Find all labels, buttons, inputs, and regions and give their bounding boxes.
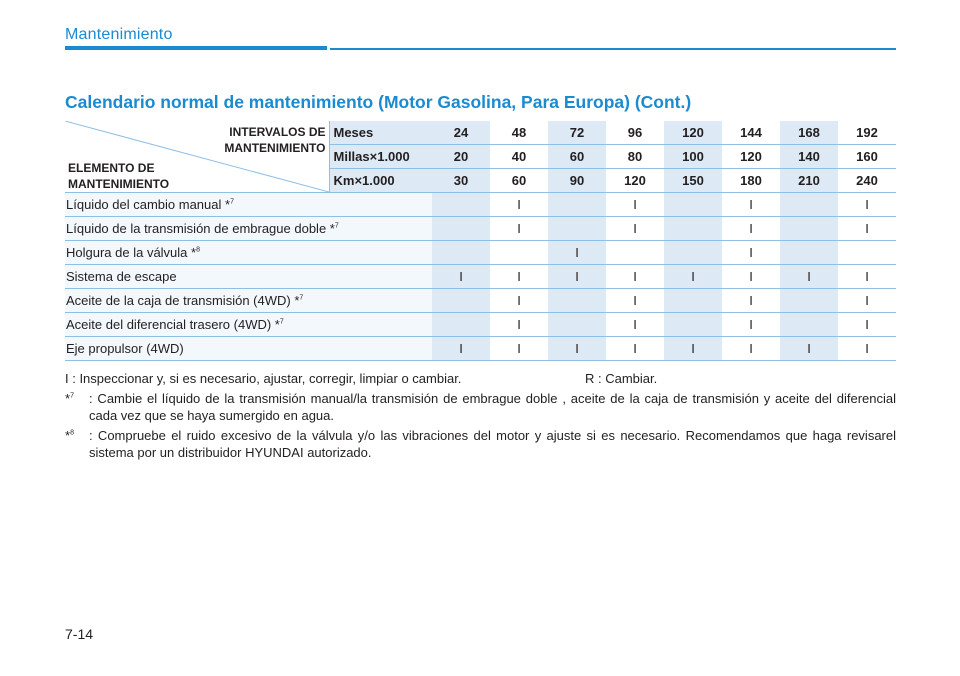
interval-value: 100 [664, 145, 722, 169]
footnote-mark: *$^7$ [65, 391, 74, 406]
schedule-cell [664, 289, 722, 313]
table-row [65, 241, 896, 265]
legend-inspect: I : Inspeccionar y, si es necesario, ajustar, corregir, limpiar o cambiar. [65, 371, 462, 386]
interval-value: 20 [432, 145, 490, 169]
interval-value: 60 [490, 169, 548, 193]
interval-value: 90 [548, 169, 606, 193]
schedule-cell: I [722, 337, 780, 361]
interval-value: 48 [490, 121, 548, 145]
schedule-cell [548, 193, 606, 217]
schedule-cell: I [838, 313, 896, 337]
schedule-cell: I [606, 289, 664, 313]
interval-value: 150 [664, 169, 722, 193]
interval-value: 120 [664, 121, 722, 145]
interval-header-row [65, 121, 896, 145]
schedule-cell [664, 217, 722, 241]
interval-value: 72 [548, 121, 606, 145]
schedule-cell [432, 241, 490, 265]
footnote-text: : Compruebe el ruido excesivo de la válvula y/o las vibraciones del motor y ajuste si es necesario. Recomendamos que haga revisarel sistema por un distribuidor HYUNDAI autorizado. [89, 428, 896, 460]
schedule-cell: I [838, 289, 896, 313]
schedule-cell [838, 241, 896, 265]
maintenance-item-label: Holgura de la válvula *$^8$ [65, 241, 432, 265]
schedule-cell: I [606, 193, 664, 217]
schedule-cell: I [722, 193, 780, 217]
schedule-cell [548, 289, 606, 313]
schedule-cell: I [838, 193, 896, 217]
schedule-cell: I [606, 265, 664, 289]
schedule-cell [780, 241, 838, 265]
schedule-cell [606, 241, 664, 265]
schedule-cell: I [664, 337, 722, 361]
interval-value: 144 [722, 121, 780, 145]
interval-value: 120 [606, 169, 664, 193]
schedule-cell [780, 217, 838, 241]
schedule-cell: I [722, 217, 780, 241]
corner-intervals-label: INTERVALOS DE MANTENIMIENTO [224, 125, 326, 155]
schedule-cell [664, 241, 722, 265]
footnote [65, 390, 896, 424]
interval-value: 60 [548, 145, 606, 169]
header-rule-thick [65, 46, 327, 50]
interval-value: 140 [780, 145, 838, 169]
interval-unit: Km×1.000 [329, 169, 432, 193]
notes [65, 370, 896, 461]
interval-value: 240 [838, 169, 896, 193]
schedule-cell: I [490, 217, 548, 241]
schedule-cell: I [838, 337, 896, 361]
schedule-cell: I [490, 289, 548, 313]
schedule-cell: I [606, 337, 664, 361]
table-row [65, 289, 896, 313]
schedule-cell: I [722, 313, 780, 337]
legend-replace: R : Cambiar. [585, 371, 658, 386]
schedule-cell: I [780, 337, 838, 361]
schedule-cell: I [548, 337, 606, 361]
maintenance-item-label: Líquido de la transmisión de embrague doble *$^7$ [65, 217, 432, 241]
schedule-cell: I [722, 241, 780, 265]
schedule-cell: I [606, 217, 664, 241]
schedule-cell [780, 193, 838, 217]
footnote [65, 427, 896, 461]
maintenance-item-label: Líquido del cambio manual *$^7$ [65, 193, 432, 217]
interval-value: 80 [606, 145, 664, 169]
interval-unit: Millas×1.000 [329, 145, 432, 169]
table-row [65, 265, 896, 289]
schedule-cell: I [722, 265, 780, 289]
schedule-cell: I [432, 265, 490, 289]
table-row [65, 313, 896, 337]
interval-value: 168 [780, 121, 838, 145]
interval-value: 24 [432, 121, 490, 145]
interval-value: 180 [722, 169, 780, 193]
schedule-cell [490, 241, 548, 265]
footnote-text: : Cambie el líquido de la transmisión manual/la transmisión de embrague doble , aceite de la caja de transmisión y aceite del diferencial cada vez que se haya sumergido en agua. [89, 391, 896, 423]
maintenance-item-label: Aceite de la caja de transmisión (4WD) *$^7$ [65, 289, 432, 313]
footnote-ref: 7 [279, 318, 284, 326]
schedule-cell: I [838, 265, 896, 289]
interval-unit: Meses [329, 121, 432, 145]
table-row [65, 337, 896, 361]
table-row [65, 193, 896, 217]
interval-value: 30 [432, 169, 490, 193]
footnote-ref: 7 [334, 222, 339, 230]
interval-value: 40 [490, 145, 548, 169]
page-title: Calendario normal de mantenimiento (Motor Gasolina, Para Europa) (Cont.) [65, 92, 692, 112]
schedule-cell [548, 217, 606, 241]
schedule-cell [780, 313, 838, 337]
schedule-cell: I [490, 193, 548, 217]
interval-value: 160 [838, 145, 896, 169]
footnote-ref: 8 [196, 246, 200, 254]
schedule-cell [664, 313, 722, 337]
page-number: 7-14 [65, 626, 94, 642]
maintenance-item-label: Eje propulsor (4WD) [65, 337, 432, 361]
schedule-cell: I [548, 265, 606, 289]
maintenance-schedule-table [65, 121, 896, 361]
schedule-cell [548, 313, 606, 337]
footnote-ref: 7 [230, 198, 234, 206]
interval-value: 96 [606, 121, 664, 145]
corner-element-label: ELEMENTO DE MANTENIMIENTO [68, 161, 170, 191]
footnote-mark: *$^8$ [65, 428, 74, 443]
interval-value: 210 [780, 169, 838, 193]
table-row [65, 217, 896, 241]
interval-value: 120 [722, 145, 780, 169]
schedule-cell: I [838, 217, 896, 241]
schedule-cell [780, 289, 838, 313]
schedule-cell: I [490, 265, 548, 289]
maintenance-item-label: Aceite del diferencial trasero (4WD) *$^7$ [65, 313, 432, 337]
maintenance-item-label: Sistema de escape [65, 265, 432, 289]
table-corner-cell [65, 121, 329, 193]
schedule-cell [432, 217, 490, 241]
schedule-cell: I [780, 265, 838, 289]
interval-value: 192 [838, 121, 896, 145]
schedule-cell: I [664, 265, 722, 289]
header-rule-thin [330, 48, 896, 50]
schedule-cell [432, 313, 490, 337]
schedule-cell [432, 289, 490, 313]
section-header: Mantenimiento [65, 26, 173, 43]
schedule-cell: I [490, 337, 548, 361]
schedule-cell: I [722, 289, 780, 313]
schedule-cell: I [432, 337, 490, 361]
schedule-cell [664, 193, 722, 217]
schedule-cell: I [606, 313, 664, 337]
schedule-cell: I [548, 241, 606, 265]
schedule-cell [432, 193, 490, 217]
footnote-ref: 7 [299, 294, 304, 302]
schedule-cell: I [490, 313, 548, 337]
